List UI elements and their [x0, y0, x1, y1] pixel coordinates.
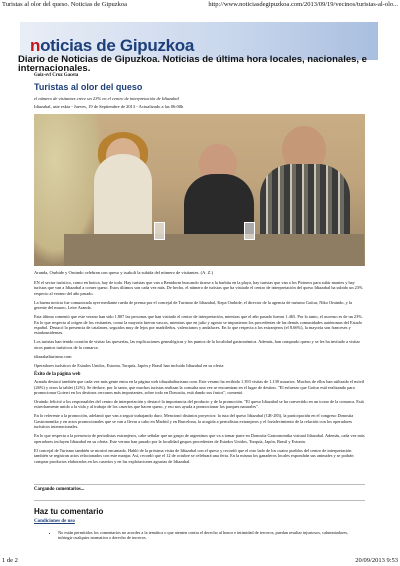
- conditions-link[interactable]: Condiciones de uso: [34, 519, 75, 524]
- comment-rules: [52, 530, 362, 540]
- comments-loading: Cargando comentarios...: [34, 487, 85, 492]
- paragraph: EN el sector turístico, como en botica, hay de todo. Hay turistas que van a Benidorm buscando tirarse a la barbita en la playa, hay turistas que van a los Pirineos para subir montes y hay turistas que van a Idiazabal a comer queso. Estos últimos son cada vez más. De hecho, el número de turistas que ha visitado el centro de interpretación del queso Idiazabal ha subido un 23% respecto al verano del año pasado.: [34, 280, 363, 296]
- divider: [34, 484, 365, 485]
- photo-caption: Aranda, Oarbide y Oruindo celebran con queso y txakoli la subida del número de visitantes. (A. Z.): [34, 270, 213, 275]
- print-header: [0, 0, 400, 10]
- paragraph: Los turistas han tenido ocasión de visitar las queserías, las explicaciones genealógicas y los puntos de la localidad gastronómica. Además, han comprado queso y se les ha invitado a visitar otros puntos turísticos de la comarca.: [34, 339, 360, 350]
- print-url: http://www.noticiasdegipuzkoa.com/2013/09/19/vecinos/turistas-al-olo...: [208, 1, 398, 8]
- article-author: Goiz-svf Cruz Gaceta: [34, 73, 79, 78]
- paragraph: El concejal de Turismo también se mostró encantado. Habló de la próxima visita de Idiazabal con el queso y recordó que el otro lado de los cuatro pueblos del centro de interpretación también se registran actos relacionados con este manjar. Así, recordó que el 12 de octubre se celebrará una feria. En la misma los ganaderos locales expondrán sus animales y se podrán comprar productos elaborados en los caseríos y en las explotaciones agrarias de Idiazabal.: [34, 447, 354, 464]
- website-link[interactable]: idiazabalturismo.com: [34, 353, 72, 359]
- paragraph: En lo referente a la promoción, adelantó que van a seguir trabajando duro. Mencionó distintos proyectos: la ruta del queso Idiazabal (GR-283), la participación en el congreso Donostia Gastronomika y en actos promocionales que se van a llevar a cabo en Madrid y en Barcelona, la acogida a periodistas extranjeros y el fortalecimiento de la relación con los operadores turísticos internacionales.: [34, 413, 354, 430]
- site-title-overlay: Diario de Noticias de Gipuzkoa. Noticias de última hora locales, nacionales, e internacionales.: [18, 54, 367, 74]
- comment-heading: Haz tu comentario: [34, 507, 104, 516]
- article-title: Turistas al olor del queso: [34, 82, 143, 92]
- article-body: [34, 280, 365, 468]
- paragraph: Oruindo felicitó a los responsables del centro de interpretación y destacó la importancia del producto y de la promoción. "El queso Idiazabal se ha convertido en un icono de la comarca. Está estrechamente unido a la vida y al trabajo de los caseríos que hacen queso, y eso nos ayuda a promocionar los parques naturales".: [34, 399, 364, 410]
- paragraph: Aranda destacó también que cada vez más gente entra en la página web idiazabalturismo.com. Este verano ha recibido 1.393 visitas de 1.139 usuarios. Muchos de ellos han utilizado el móvil (26%) y otros la tablet (12%). Se deduce, por lo tanto, que muchos turistas realizan la consulta una vez se encuentran en el lugar de destino. "El esfuerzo que Goitur está realizando para promocionar Goierri en los destinos cercanos más importantes, sobre todo en Donostia, está dando sus frutos", comentó.: [34, 379, 365, 396]
- section-heading: Éxito de la página web: [34, 371, 81, 377]
- paragraph: Esta última comentó que este verano han sido 1.807 las personas que han visitado el centro de interpretación, mientras que el año pasado fueron 1.465. Por lo tanto, el ascenso es de un 23%. En lo que respecta al origen de los visitantes, como la mayoría fueron vascos, mientras que en julio y agosto se impusieron los procedentes de las demás comunidades autónomas del Estado español. Destacó la presencia de catalanes, seguidos muy de lejos por madrileños, valencianos y andaluces. En lo que respecta a los extranjeros (el 8,66%), la mayoría son franceses y estadounidenses.: [34, 314, 363, 336]
- site-logo[interactable]: noticias de Gipuzkoa: [30, 36, 195, 55]
- print-datetime: 20/09/2013 9:53: [355, 557, 398, 564]
- print-footer: [0, 556, 400, 566]
- article-photo: [34, 114, 365, 266]
- page-number: 1 de 2: [2, 557, 18, 564]
- article-lead: el número de visitantes crece un 23% en el centro de interpretación de Idiazabal: [34, 96, 179, 101]
- paragraph: En lo que respecta a la presencia de periodistas extranjeros, cabe señalar que un grupo de argentinos que va a tomar parte en Donostia Gastronomika visitará Idiazabal. Además, cada vez más operadores incluyen Idiazabal en su oferta. Este verano han pasado por la localidad grupos procedentes de Estados Unidos, Turquía, Japón, Brasil y Estonia.: [34, 433, 365, 444]
- divider: [34, 500, 365, 501]
- paragraph: La buena noticia fue comunicada ayer mediante rueda de prensa por el concejal de Turismo de Idiazabal, Kepa Oarbide, el director de la agencia de turismo Goitur, Niko Oruindo, y la gerente del museo, Leire Aranda.: [34, 299, 353, 311]
- rule-item: • No están permitidos los comentarios no acordes a la temática o que atenten contra el derecho al honor e intimidad de terceros, puedan resultar injuriosos, calumniadores, infringir cualquier normativa o derecho de terceros.: [58, 530, 362, 540]
- article-meta: Idiazabal, aste eskia - Jueves, 19 de Septiembre de 2013 - Actualizado a las 06:00h: [34, 104, 184, 109]
- paragraph: Operadores turísticos de Estados Unidos, Estonia, Turquía, Japón y Brasil han incluido Idiazabal en su oferta: [34, 362, 224, 368]
- print-page-title: Turistas al olor del queso. Noticias de Gipuzkoa: [2, 1, 128, 8]
